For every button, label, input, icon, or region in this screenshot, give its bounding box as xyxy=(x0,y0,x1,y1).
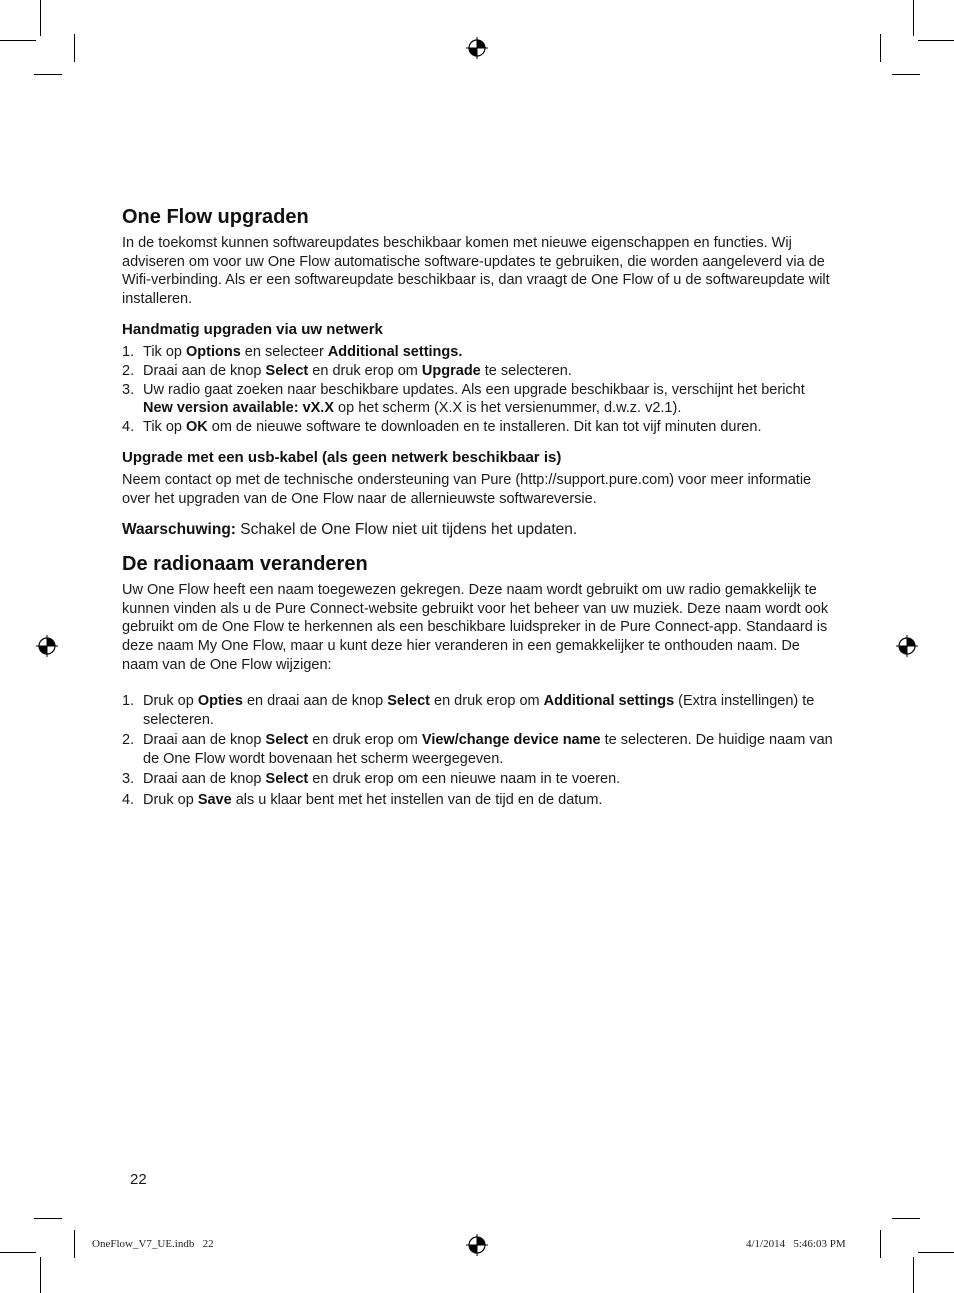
list-item-text: (Extra instellingen) te selecteren. xyxy=(143,693,815,728)
list-item-emphasis: View/change device name xyxy=(421,732,601,749)
network-steps-list xyxy=(122,343,834,436)
list-item-number: 2. xyxy=(122,362,135,379)
list-item-number: 4. xyxy=(122,792,135,809)
crop-mark xyxy=(880,1230,881,1258)
list-item xyxy=(122,692,834,729)
list-item-number: 2. xyxy=(122,732,135,749)
crop-mark xyxy=(40,0,41,36)
list-item-text: Uw radio gaat zoeken naar beschikbare updates. Als een upgrade beschikbaar is, verschijnt het bericht xyxy=(143,381,805,398)
list-item-text: Tik op xyxy=(143,418,186,435)
list-item xyxy=(122,770,834,789)
crop-mark xyxy=(34,1218,62,1219)
crop-mark xyxy=(0,40,36,41)
list-item-number: 1. xyxy=(122,344,135,361)
registration-mark-icon xyxy=(466,1234,488,1256)
list-item xyxy=(122,343,834,362)
crop-mark xyxy=(880,34,881,62)
list-item-text: en druk erop om xyxy=(429,693,544,710)
list-item-number: 1. xyxy=(122,693,135,710)
list-item-text: Draai aan de knop xyxy=(143,771,266,788)
crop-mark xyxy=(918,40,954,41)
registration-mark-icon xyxy=(896,635,918,657)
list-item-text: om de nieuwe software te downloaden en te installeren. Dit kan tot vijf minuten duren. xyxy=(207,418,762,435)
list-item-emphasis: OK xyxy=(185,418,208,435)
crop-mark xyxy=(0,1252,36,1253)
registration-mark-icon xyxy=(466,37,488,59)
list-item xyxy=(122,731,834,768)
list-item-number: 3. xyxy=(122,771,135,788)
footer-file: OneFlow_V7_UE.indb 22 xyxy=(92,1238,214,1250)
warning-text: Schakel de One Flow niet uit tijdens het updaten. xyxy=(235,520,578,538)
list-item-text: en selecteer xyxy=(240,344,328,361)
list-item xyxy=(122,418,834,437)
list-item-text: Druk op xyxy=(143,792,198,809)
list-item-text: Draai aan de knop xyxy=(143,362,266,379)
list-item-text: op het scherm (X.X is het versienummer, d.w.z. v2.1). xyxy=(334,400,682,417)
radio-name-intro: Uw One Flow heeft een naam toegewezen gekregen. Deze naam wordt gebruikt om uw radio gemakkelijk te kunnen vinden als u de Pure Connect-website gebruikt voor het beheer van uw muziek. Deze naam wordt ook gebruikt om de One Flow te herkennen als een beschikbare luidspreker in de Pure Connect-app. Standaard is deze naam My One Flow, maar u kunt deze hier veranderen in een gemakkelijker te onthouden naam. De naam van de One Flow wijzigen: xyxy=(122,582,829,673)
usb-text: Neem contact op met de technische ondersteuning van Pure (http://support.pure.com) voor meer informatie over het upgraden van de One Flow naar de allernieuwste softwareversie. xyxy=(122,472,812,507)
list-item-emphasis: Additional settings. xyxy=(327,344,463,361)
list-item-text: Tik op xyxy=(143,344,186,361)
page-content xyxy=(122,204,834,812)
subsection-title-network: Handmatig upgraden via uw netwerk xyxy=(122,321,383,339)
crop-mark xyxy=(913,0,914,36)
list-item-text: en druk erop om xyxy=(308,362,422,379)
crop-mark xyxy=(913,1257,914,1293)
list-item-text: als u klaar bent met het instellen van de tijd en de datum. xyxy=(231,792,603,809)
list-item-text: en druk erop om xyxy=(308,732,422,749)
warning-label: Waarschuwing: xyxy=(122,520,236,538)
crop-mark xyxy=(40,1257,41,1293)
list-item-emphasis: Select xyxy=(387,693,430,710)
list-item-emphasis: Upgrade xyxy=(421,362,481,379)
section-title-upgrade: One Flow upgraden xyxy=(122,206,309,228)
crop-mark xyxy=(34,74,62,75)
list-item-text: en draai aan de knop xyxy=(242,693,388,710)
list-item-emphasis: Select xyxy=(265,771,309,788)
list-item xyxy=(122,381,834,418)
crop-mark xyxy=(892,1218,920,1219)
list-item-emphasis: Select xyxy=(265,362,309,379)
list-item-text: te selecteren. De huidige naam van de One Flow wordt bovenaan het scherm weergegeven. xyxy=(143,732,833,767)
list-item-emphasis: Options xyxy=(185,344,241,361)
registration-mark-icon xyxy=(36,635,58,657)
crop-mark xyxy=(74,1230,75,1258)
crop-mark xyxy=(892,74,920,75)
list-item-number: 3. xyxy=(122,381,135,398)
list-item-text: en druk erop om een nieuwe naam in te voeren. xyxy=(308,771,621,788)
list-item-emphasis: Save xyxy=(197,792,232,809)
list-item-emphasis: Select xyxy=(265,732,309,749)
list-item-emphasis: Opties xyxy=(197,693,243,710)
subsection-title-usb: Upgrade met een usb-kabel (als geen netwerk beschikbaar is) xyxy=(122,449,562,467)
upgrade-intro: In de toekomst kunnen softwareupdates beschikbaar komen met nieuwe eigenschappen en functies. Wij adviseren om voor uw One Flow automatische software-updates te gebruiken, die worden aangeleverd via de Wifi-verbinding. Als er een softwareupdate beschikbaar is, dan vraagt de One Flow of u de softwareupdate wilt installeren. xyxy=(122,235,830,307)
list-item-emphasis: Additional settings xyxy=(543,693,675,710)
warning-note xyxy=(122,521,834,540)
footer-timestamp: 4/1/2014 5:46:03 PM xyxy=(746,1238,846,1250)
list-item-number: 4. xyxy=(122,418,135,435)
page-number: 22 xyxy=(130,1171,147,1188)
list-item-text: te selecteren. xyxy=(480,362,572,379)
list-item-text: Draai aan de knop xyxy=(143,732,266,749)
list-item-emphasis: New version available: vX.X xyxy=(143,400,335,417)
list-item xyxy=(122,791,834,810)
radio-name-steps-list xyxy=(122,692,834,810)
list-item-text: Druk op xyxy=(143,693,198,710)
crop-mark xyxy=(918,1252,954,1253)
section-title-radio-name: De radionaam veranderen xyxy=(122,553,368,576)
list-item xyxy=(122,362,834,381)
crop-mark xyxy=(74,34,75,62)
